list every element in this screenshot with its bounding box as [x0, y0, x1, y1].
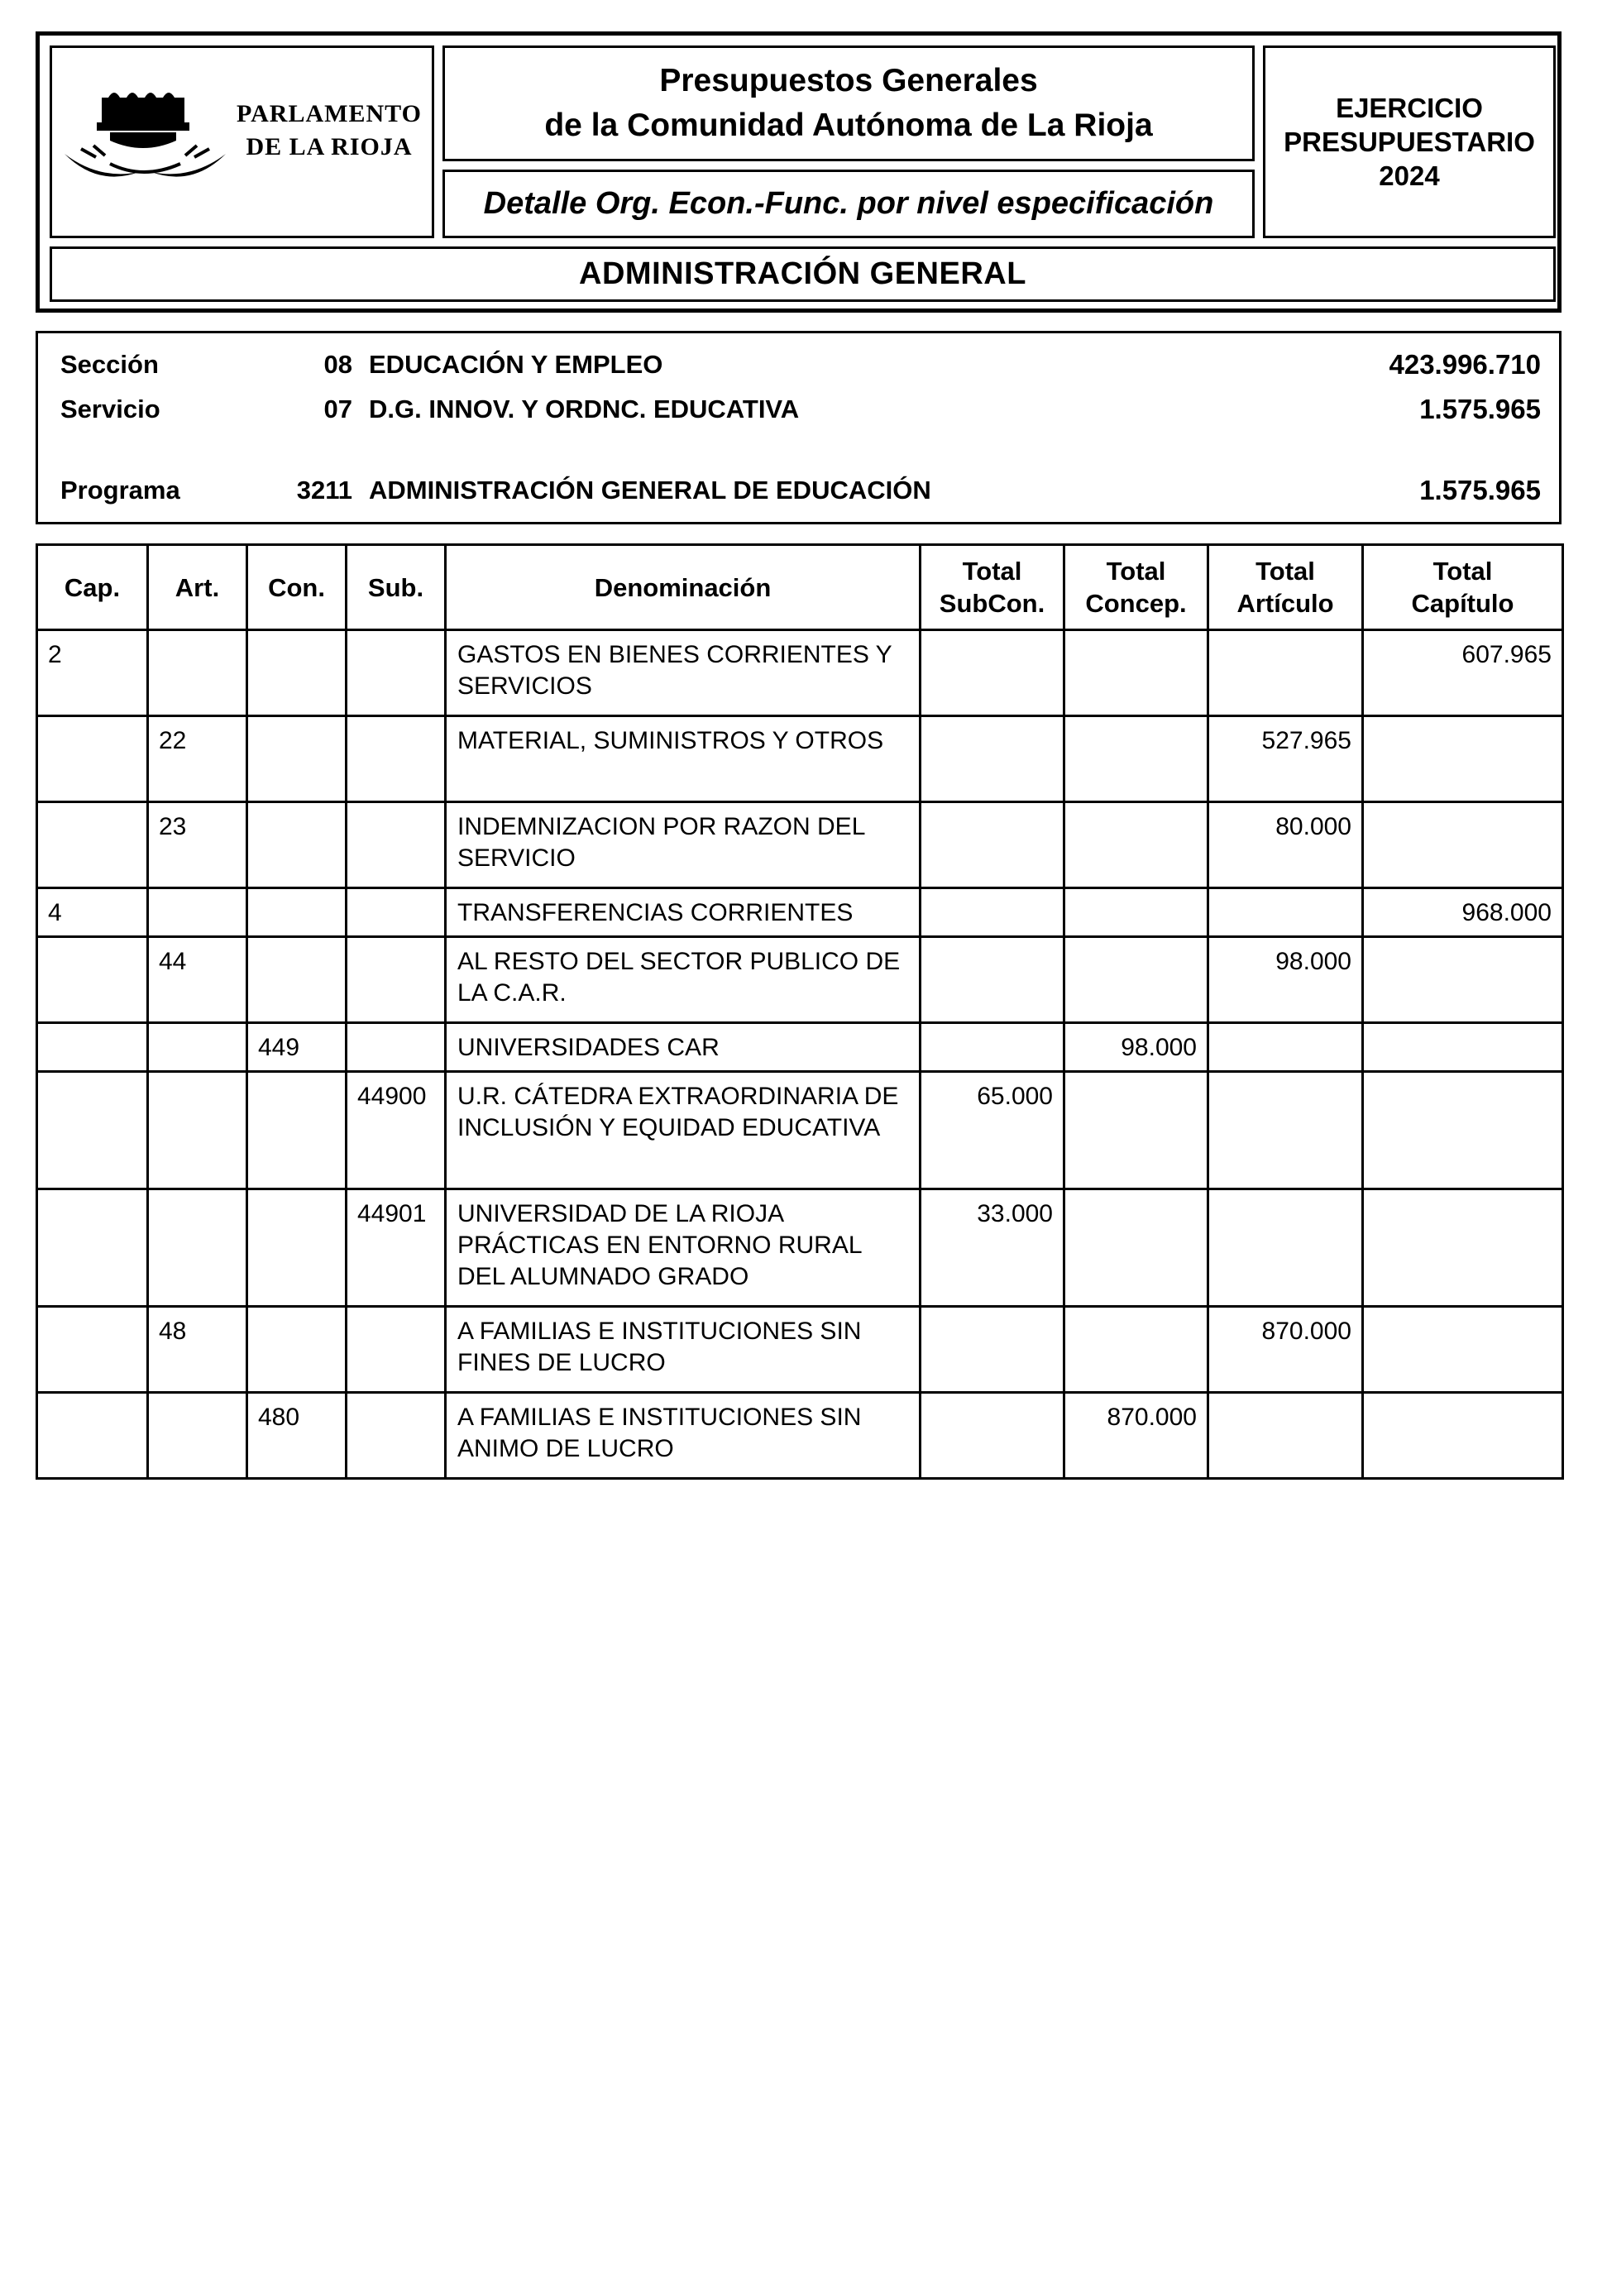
parliament-emblem-icon: [60, 81, 230, 205]
cell-total-articulo: [1208, 1072, 1363, 1189]
cell-total-concep: 870.000: [1064, 1393, 1208, 1479]
cell-total-articulo: [1208, 630, 1363, 716]
logo-box: [50, 45, 434, 238]
cell-con: [247, 802, 347, 888]
table-row: [37, 1023, 1563, 1072]
cell-total-capitulo: [1363, 937, 1563, 1023]
cell-total-concep: [1064, 630, 1208, 716]
cell-total-capitulo: [1363, 1189, 1563, 1307]
cell-art: 23: [148, 802, 247, 888]
programa-name: ADMINISTRACIÓN GENERAL DE EDUCACIÓN: [369, 476, 931, 505]
cell-total-articulo: [1208, 1393, 1363, 1479]
cell-cap: [37, 1393, 148, 1479]
cell-sub: [347, 888, 446, 937]
cell-con: 449: [247, 1023, 347, 1072]
cell-cap: 2: [37, 630, 148, 716]
cell-denominacion: UNIVERSIDAD DE LA RIOJA PRÁCTICAS EN ENTORNO RURAL DEL ALUMNADO GRADO: [446, 1189, 921, 1307]
header-total-articulo-line-2: Artículo: [1236, 589, 1334, 618]
servicio-code: 07: [323, 395, 352, 423]
cell-con: [247, 630, 347, 716]
header-total-subcon-line-2: SubCon.: [939, 589, 1045, 618]
cell-total-concep: 98.000: [1064, 1023, 1208, 1072]
cell-art: [148, 1393, 247, 1479]
header-total-subcon-line-1: Total: [962, 557, 1022, 586]
cell-total-subcon: [921, 1393, 1064, 1479]
cell-total-capitulo: 607.965: [1363, 630, 1563, 716]
cell-con: [247, 716, 347, 802]
subtitle-box: [442, 170, 1255, 238]
seccion-row: [38, 347, 1559, 383]
cell-art: [148, 1023, 247, 1072]
year-line-1: EJERCICIO: [1336, 93, 1483, 123]
header-total-concep-line-2: Concep.: [1085, 589, 1187, 618]
cell-con: [247, 1189, 347, 1307]
header-sub: Sub.: [347, 545, 446, 630]
servicio-label: Servicio: [60, 395, 160, 423]
cell-denominacion: U.R. CÁTEDRA EXTRAORDINARIA DE INCLUSIÓN Y EQUIDAD EDUCATIVA: [446, 1072, 921, 1189]
cell-denominacion: A FAMILIAS E INSTITUCIONES SIN ANIMO DE LUCRO: [446, 1393, 921, 1479]
seccion-code: 08: [323, 350, 352, 379]
cell-art: [148, 888, 247, 937]
admin-box: [50, 246, 1556, 302]
programa-amount: 1.575.965: [1419, 475, 1541, 505]
cell-total-articulo: 98.000: [1208, 937, 1363, 1023]
cell-total-capitulo: [1363, 1393, 1563, 1479]
header-total-articulo-line-1: Total: [1255, 557, 1315, 586]
table-row: [37, 630, 1563, 716]
cell-total-concep: [1064, 937, 1208, 1023]
header-total-capitulo: [1363, 545, 1563, 630]
cell-total-concep: [1064, 1072, 1208, 1189]
servicio-name: D.G. INNOV. Y ORDNC. EDUCATIVA: [369, 395, 800, 423]
cell-sub: [347, 937, 446, 1023]
cell-cap: [37, 1189, 148, 1307]
year-value: 2024: [1379, 160, 1440, 191]
cell-con: [247, 888, 347, 937]
header-art: Art.: [148, 545, 247, 630]
cell-total-subcon: 33.000: [921, 1189, 1064, 1307]
cell-total-subcon: [921, 802, 1064, 888]
cell-total-articulo: [1208, 1189, 1363, 1307]
cell-art: 48: [148, 1307, 247, 1393]
cell-total-subcon: [921, 1307, 1064, 1393]
cell-art: [148, 630, 247, 716]
cell-total-concep: [1064, 802, 1208, 888]
cell-total-articulo: [1208, 888, 1363, 937]
title-line-1: Presupuestos Generales: [659, 63, 1038, 98]
cell-con: [247, 1307, 347, 1393]
header-cap: Cap.: [37, 545, 148, 630]
cell-cap: [37, 1307, 148, 1393]
cell-art: [148, 1189, 247, 1307]
cell-total-capitulo: [1363, 802, 1563, 888]
cell-total-articulo: [1208, 1023, 1363, 1072]
table-row: [37, 1072, 1563, 1189]
cell-total-concep: [1064, 716, 1208, 802]
section-info: [36, 331, 1562, 524]
cell-denominacion: AL RESTO DEL SECTOR PUBLICO DE LA C.A.R.: [446, 937, 921, 1023]
cell-total-capitulo: [1363, 716, 1563, 802]
cell-cap: [37, 1072, 148, 1189]
budget-table: [36, 543, 1564, 1480]
cell-cap: 4: [37, 888, 148, 937]
cell-denominacion: A FAMILIAS E INSTITUCIONES SIN FINES DE LUCRO: [446, 1307, 921, 1393]
cell-cap: [37, 716, 148, 802]
cell-total-articulo: 870.000: [1208, 1307, 1363, 1393]
cell-art: 44: [148, 937, 247, 1023]
cell-sub: [347, 716, 446, 802]
table-row: [37, 802, 1563, 888]
table-row: [37, 888, 1563, 937]
servicio-row: [38, 391, 1559, 428]
cell-total-subcon: [921, 937, 1064, 1023]
cell-con: [247, 1072, 347, 1189]
cell-sub: [347, 1307, 446, 1393]
year-box: [1263, 45, 1556, 238]
header-total-capitulo-line-2: Capítulo: [1411, 589, 1514, 618]
year-line-2: PRESUPUESTARIO: [1284, 127, 1535, 157]
cell-sub: [347, 1023, 446, 1072]
cell-con: 480: [247, 1393, 347, 1479]
document-header: [36, 31, 1562, 313]
cell-denominacion: TRANSFERENCIAS CORRIENTES: [446, 888, 921, 937]
admin-title: ADMINISTRACIÓN GENERAL: [579, 256, 1026, 291]
cell-total-concep: [1064, 1307, 1208, 1393]
table-header-row: [37, 545, 1563, 630]
cell-total-concep: [1064, 1189, 1208, 1307]
cell-total-articulo: 80.000: [1208, 802, 1363, 888]
table-row: [37, 937, 1563, 1023]
title-box: [442, 45, 1255, 161]
cell-denominacion: MATERIAL, SUMINISTROS Y OTROS: [446, 716, 921, 802]
cell-total-subcon: [921, 1023, 1064, 1072]
cell-sub: 44901: [347, 1189, 446, 1307]
programa-row: [38, 472, 1559, 509]
cell-total-articulo: 527.965: [1208, 716, 1363, 802]
logo-text: [226, 98, 433, 164]
cell-denominacion: INDEMNIZACION POR RAZON DEL SERVICIO: [446, 802, 921, 888]
cell-total-subcon: 65.000: [921, 1072, 1064, 1189]
cell-art: [148, 1072, 247, 1189]
cell-sub: 44900: [347, 1072, 446, 1189]
cell-total-subcon: [921, 716, 1064, 802]
seccion-name: EDUCACIÓN Y EMPLEO: [369, 350, 663, 379]
cell-cap: [37, 802, 148, 888]
cell-denominacion: GASTOS EN BIENES CORRIENTES Y SERVICIOS: [446, 630, 921, 716]
cell-total-capitulo: [1363, 1072, 1563, 1189]
header-total-articulo: [1208, 545, 1363, 630]
cell-sub: [347, 630, 446, 716]
servicio-amount: 1.575.965: [1419, 394, 1541, 424]
cell-art: 22: [148, 716, 247, 802]
cell-con: [247, 937, 347, 1023]
header-denominacion: Denominación: [446, 545, 921, 630]
cell-total-subcon: [921, 888, 1064, 937]
table-row: [37, 1189, 1563, 1307]
seccion-amount: 423.996.710: [1389, 349, 1541, 380]
cell-total-capitulo: 968.000: [1363, 888, 1563, 937]
table-row: [37, 716, 1563, 802]
logo-line-2: DE LA RIOJA: [246, 133, 413, 160]
table-row: [37, 1393, 1563, 1479]
programa-code: 3211: [296, 476, 352, 505]
cell-total-capitulo: [1363, 1023, 1563, 1072]
header-total-capitulo-line-1: Total: [1432, 557, 1493, 586]
cell-total-capitulo: [1363, 1307, 1563, 1393]
cell-total-concep: [1064, 888, 1208, 937]
title-line-2: de la Comunidad Autónoma de La Rioja: [544, 108, 1153, 143]
cell-sub: [347, 802, 446, 888]
seccion-label: Sección: [60, 350, 159, 379]
header-total-concep-line-1: Total: [1106, 557, 1166, 586]
cell-sub: [347, 1393, 446, 1479]
cell-cap: [37, 937, 148, 1023]
subtitle: Detalle Org. Econ.-Func. por nivel especificación: [483, 186, 1214, 221]
header-total-concep: [1064, 545, 1208, 630]
header-total-subcon: [921, 545, 1064, 630]
logo-line-1: PARLAMENTO: [237, 100, 422, 127]
programa-label: Programa: [60, 476, 180, 505]
cell-cap: [37, 1023, 148, 1072]
header-con: Con.: [247, 545, 347, 630]
cell-denominacion: UNIVERSIDADES CAR: [446, 1023, 921, 1072]
table-row: [37, 1307, 1563, 1393]
cell-total-subcon: [921, 630, 1064, 716]
